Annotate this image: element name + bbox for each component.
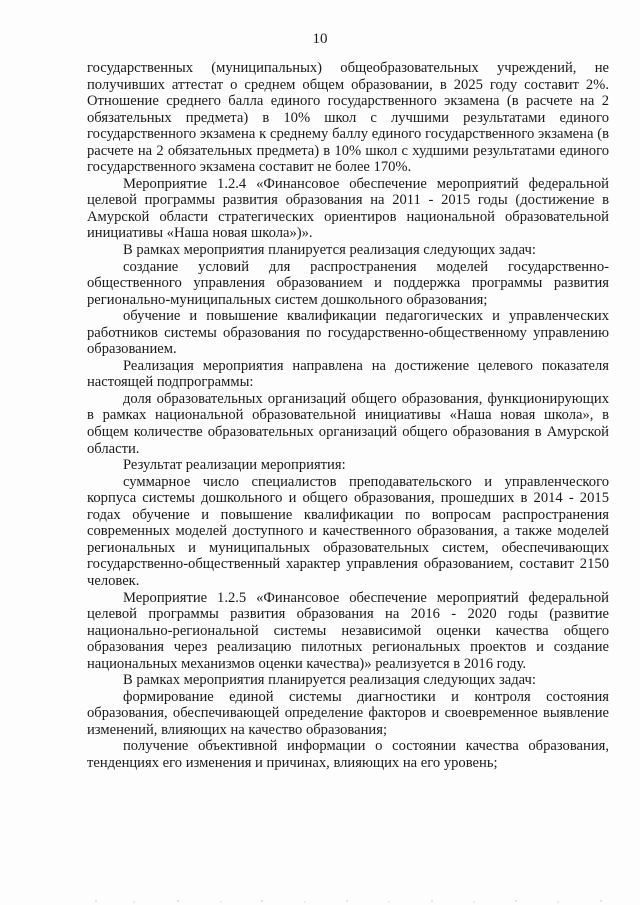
body-paragraph: В рамках мероприятия планируется реализация следующих задач: [123, 672, 536, 689]
scan-artifact-dots [0, 885, 640, 905]
body-paragraph: Мероприятие 1.2.5 «Финансовое обеспечение мероприятий федеральной целевой программы развития образования на 2016 - 2020 годы (развитие национально-региональной системы независимой оценки качества общего образования через реализацию пилотных региональных проектов и создание национальных механизмов оценки качества)» реализуется в 2016 году. [87, 589, 609, 672]
body-paragraph: создание условий для распространения моделей государственно-общественного управления образованием и поддержка программы развития регионально-муниципальных систем дошкольного образования; [87, 258, 609, 308]
document-body [87, 60, 609, 772]
body-paragraph: Мероприятие 1.2.4 «Финансовое обеспечение мероприятий федеральной целевой программы развития образования на 2011 - 2015 годы (достижение в Амурской области стратегических ориентиров национальной образовательной инициативы «Наша новая школа»)». [87, 175, 609, 242]
body-paragraph: суммарное число специалистов преподавательского и управленческого корпуса системы дошкольного и общего образования, прошедших в 2014 - 2015 годах обучение и повышение квалификации по вопросам распространения современных моделей доступного и качественного образования, а также моделей региональных и муниципальных образовательных систем, обеспечивающих государственно-общественный характер управления образованием, составит 2150 человек. [87, 473, 609, 589]
body-paragraph: доля образовательных организаций общего образования, функционирующих в рамках национальной образовательной инициативы «Наша новая школа», в общем количестве образовательных организаций общего образования в Амурской области. [87, 390, 609, 457]
body-paragraph: В рамках мероприятия планируется реализация следующих задач: [123, 242, 536, 259]
body-paragraph: получение объективной информации о состоянии качества образования, тенденциях его изменения и причинах, влияющих на его уровень; [87, 738, 609, 771]
body-paragraph: Реализация мероприятия направлена на достижение целевого показателя настоящей подпрограммы: [87, 357, 609, 391]
body-paragraph: Результат реализации мероприятия: [123, 457, 346, 474]
body-paragraph: государственных (муниципальных) общеобразовательных учреждений, не получивших аттестат о среднем общем образовании, в 2025 году составит 2%. Отношение среднего балла единого государственного экзамена (в расчете на 2 обязательных предмета) в 10% школ с лучшими результатами единого государственного экзамена к среднему баллу единого государственного экзамена (в расчете на 2 обязательных предмета) в 10% школ с худшими результатами единого государственного экзамена составит не более 170%. [87, 60, 609, 176]
page-number: 10 [312, 31, 328, 47]
body-paragraph: обучение и повышение квалификации педагогических и управленческих работников системы образования по государственно-общественному управлению образованием. [87, 308, 609, 358]
body-paragraph: формирование единой системы диагностики и контроля состояния образования, обеспечивающей определение факторов и своевременное выявление изменений, влияющих на качество образования; [87, 688, 609, 738]
